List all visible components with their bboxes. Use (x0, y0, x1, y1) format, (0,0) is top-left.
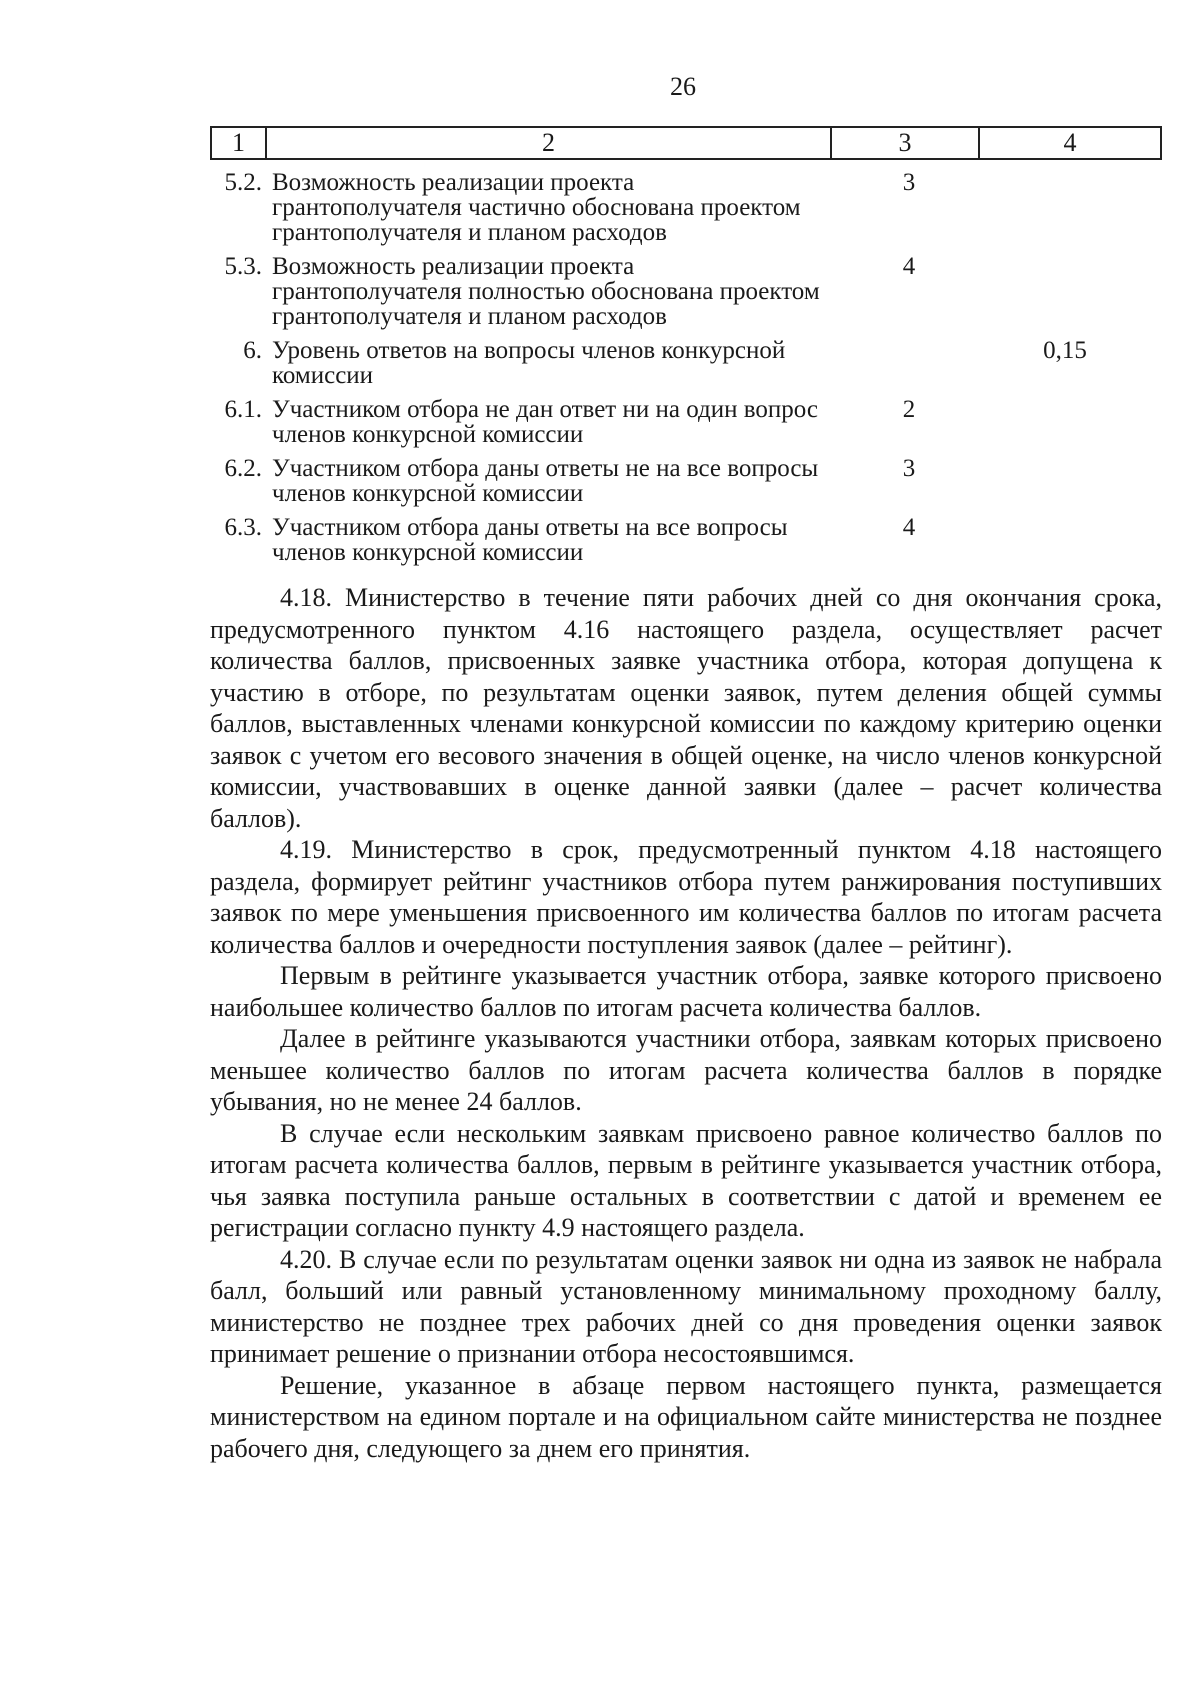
paragraph-4-18: 4.18. Министерство в течение пяти рабочих дней со дня окончания срока, предусмотренного пунктом 4.16 настоящего раздела, осуществляет расчет количества баллов, присвоенных заявке участника отбора, которая допущена к участию в отборе, по результатам оценки заявок, путем деления общей суммы баллов, выставленных членами конкурсной комиссии по каждому критерию оценки заявок с учетом его весового значения в общей оценке, на число членов конкурсной комиссии, участвовавших в оценке данной заявки (далее – расчет количества баллов). (210, 583, 1162, 833)
row-score: 3 (902, 455, 916, 482)
row-number: 6. (243, 337, 262, 364)
criteria-table-body (210, 170, 1162, 574)
table-row (210, 338, 1162, 388)
row-text: Уровень ответов на вопросы членов конкурсной комиссии (272, 337, 786, 389)
paragraph-publication: Решение, указанное в абзаце первом настоящего пункта, размещается министерством на едином портале и на официальном сайте министерства не позднее рабочего дня, следующего за днем его принятия. (210, 1370, 1162, 1463)
paragraph-4-19: 4.19. Министерство в срок, предусмотренный пунктом 4.18 настоящего раздела, формирует рейтинг участников отбора путем ранжирования поступивших заявок по мере уменьшения присвоенного им количества баллов по итогам расчета количества баллов и очередности поступления заявок (далее – рейтинг). (210, 835, 1162, 959)
row-score: 2 (902, 396, 916, 423)
table-row (210, 170, 1162, 245)
column-header-4: 4 (1063, 128, 1077, 157)
row-weight (968, 456, 1162, 506)
page-number (0, 72, 1200, 102)
row-score (820, 338, 968, 388)
column-header-2: 2 (267, 128, 832, 158)
paragraph-rating-first: Первым в рейтинге указывается участник отбора, заявке которого присвоено наибольшее количество баллов по итогам расчета количества баллов. (210, 961, 1162, 1022)
table-header-row (210, 126, 1162, 160)
table-row (210, 254, 1162, 329)
column-header-3: 3 (832, 128, 980, 158)
row-weight (968, 397, 1162, 447)
row-weight (968, 515, 1162, 565)
row-number: 6.3. (224, 514, 262, 541)
row-number: 6.2. (224, 455, 262, 482)
row-text: Участником отбора даны ответы не на все вопросы членов конкурсной комиссии (272, 455, 819, 507)
row-score: 3 (902, 169, 916, 196)
paragraph-rating-next: Далее в рейтинге указываются участники отбора, заявкам которых присвоено меньшее количество баллов по итогам расчета количества баллов в порядке убывания, но не менее 24 баллов. (210, 1024, 1162, 1116)
row-score: 4 (902, 253, 916, 280)
row-weight (968, 170, 1162, 245)
column-header-1: 1 (212, 128, 267, 158)
document-body (210, 582, 1162, 1464)
table-row (210, 515, 1162, 565)
row-text: Возможность реализации проекта грантополучателя частично обоснована проектом грантополучателя и планом расходов (272, 169, 801, 246)
table-row (210, 397, 1162, 447)
paragraph-4-20: 4.20. В случае если по результатам оценки заявок ни одна из заявок не набрала балл, больший или равный установленному минимальному проходному баллу, министерство не позднее трех рабочих дней со дня проведения оценки заявок принимает решение о признании отбора несостоявшимся. (210, 1244, 1162, 1368)
row-text: Участником отбора даны ответы на все вопросы членов конкурсной комиссии (272, 514, 788, 566)
row-number: 5.2. (224, 169, 262, 196)
row-number: 5.3. (224, 253, 262, 280)
row-text: Возможность реализации проекта грантополучателя полностью обоснована проектом грантополучателя и планом расходов (272, 253, 820, 330)
row-weight (968, 254, 1162, 329)
page-number-text: 26 (670, 72, 696, 101)
row-score: 4 (902, 514, 916, 541)
row-weight: 0,15 (1043, 337, 1087, 364)
row-text: Участником отбора не дан ответ ни на один вопрос членов конкурсной комиссии (272, 396, 818, 448)
paragraph-equal-scores: В случае если нескольким заявкам присвоено равное количество баллов по итогам расчета количества баллов, первым в рейтинге указывается участник отбора, чья заявка поступила раньше остальных в соответствии с датой и временем ее регистрации согласно пункту 4.9 настоящего раздела. (210, 1118, 1162, 1242)
row-number: 6.1. (224, 396, 262, 423)
table-row (210, 456, 1162, 506)
